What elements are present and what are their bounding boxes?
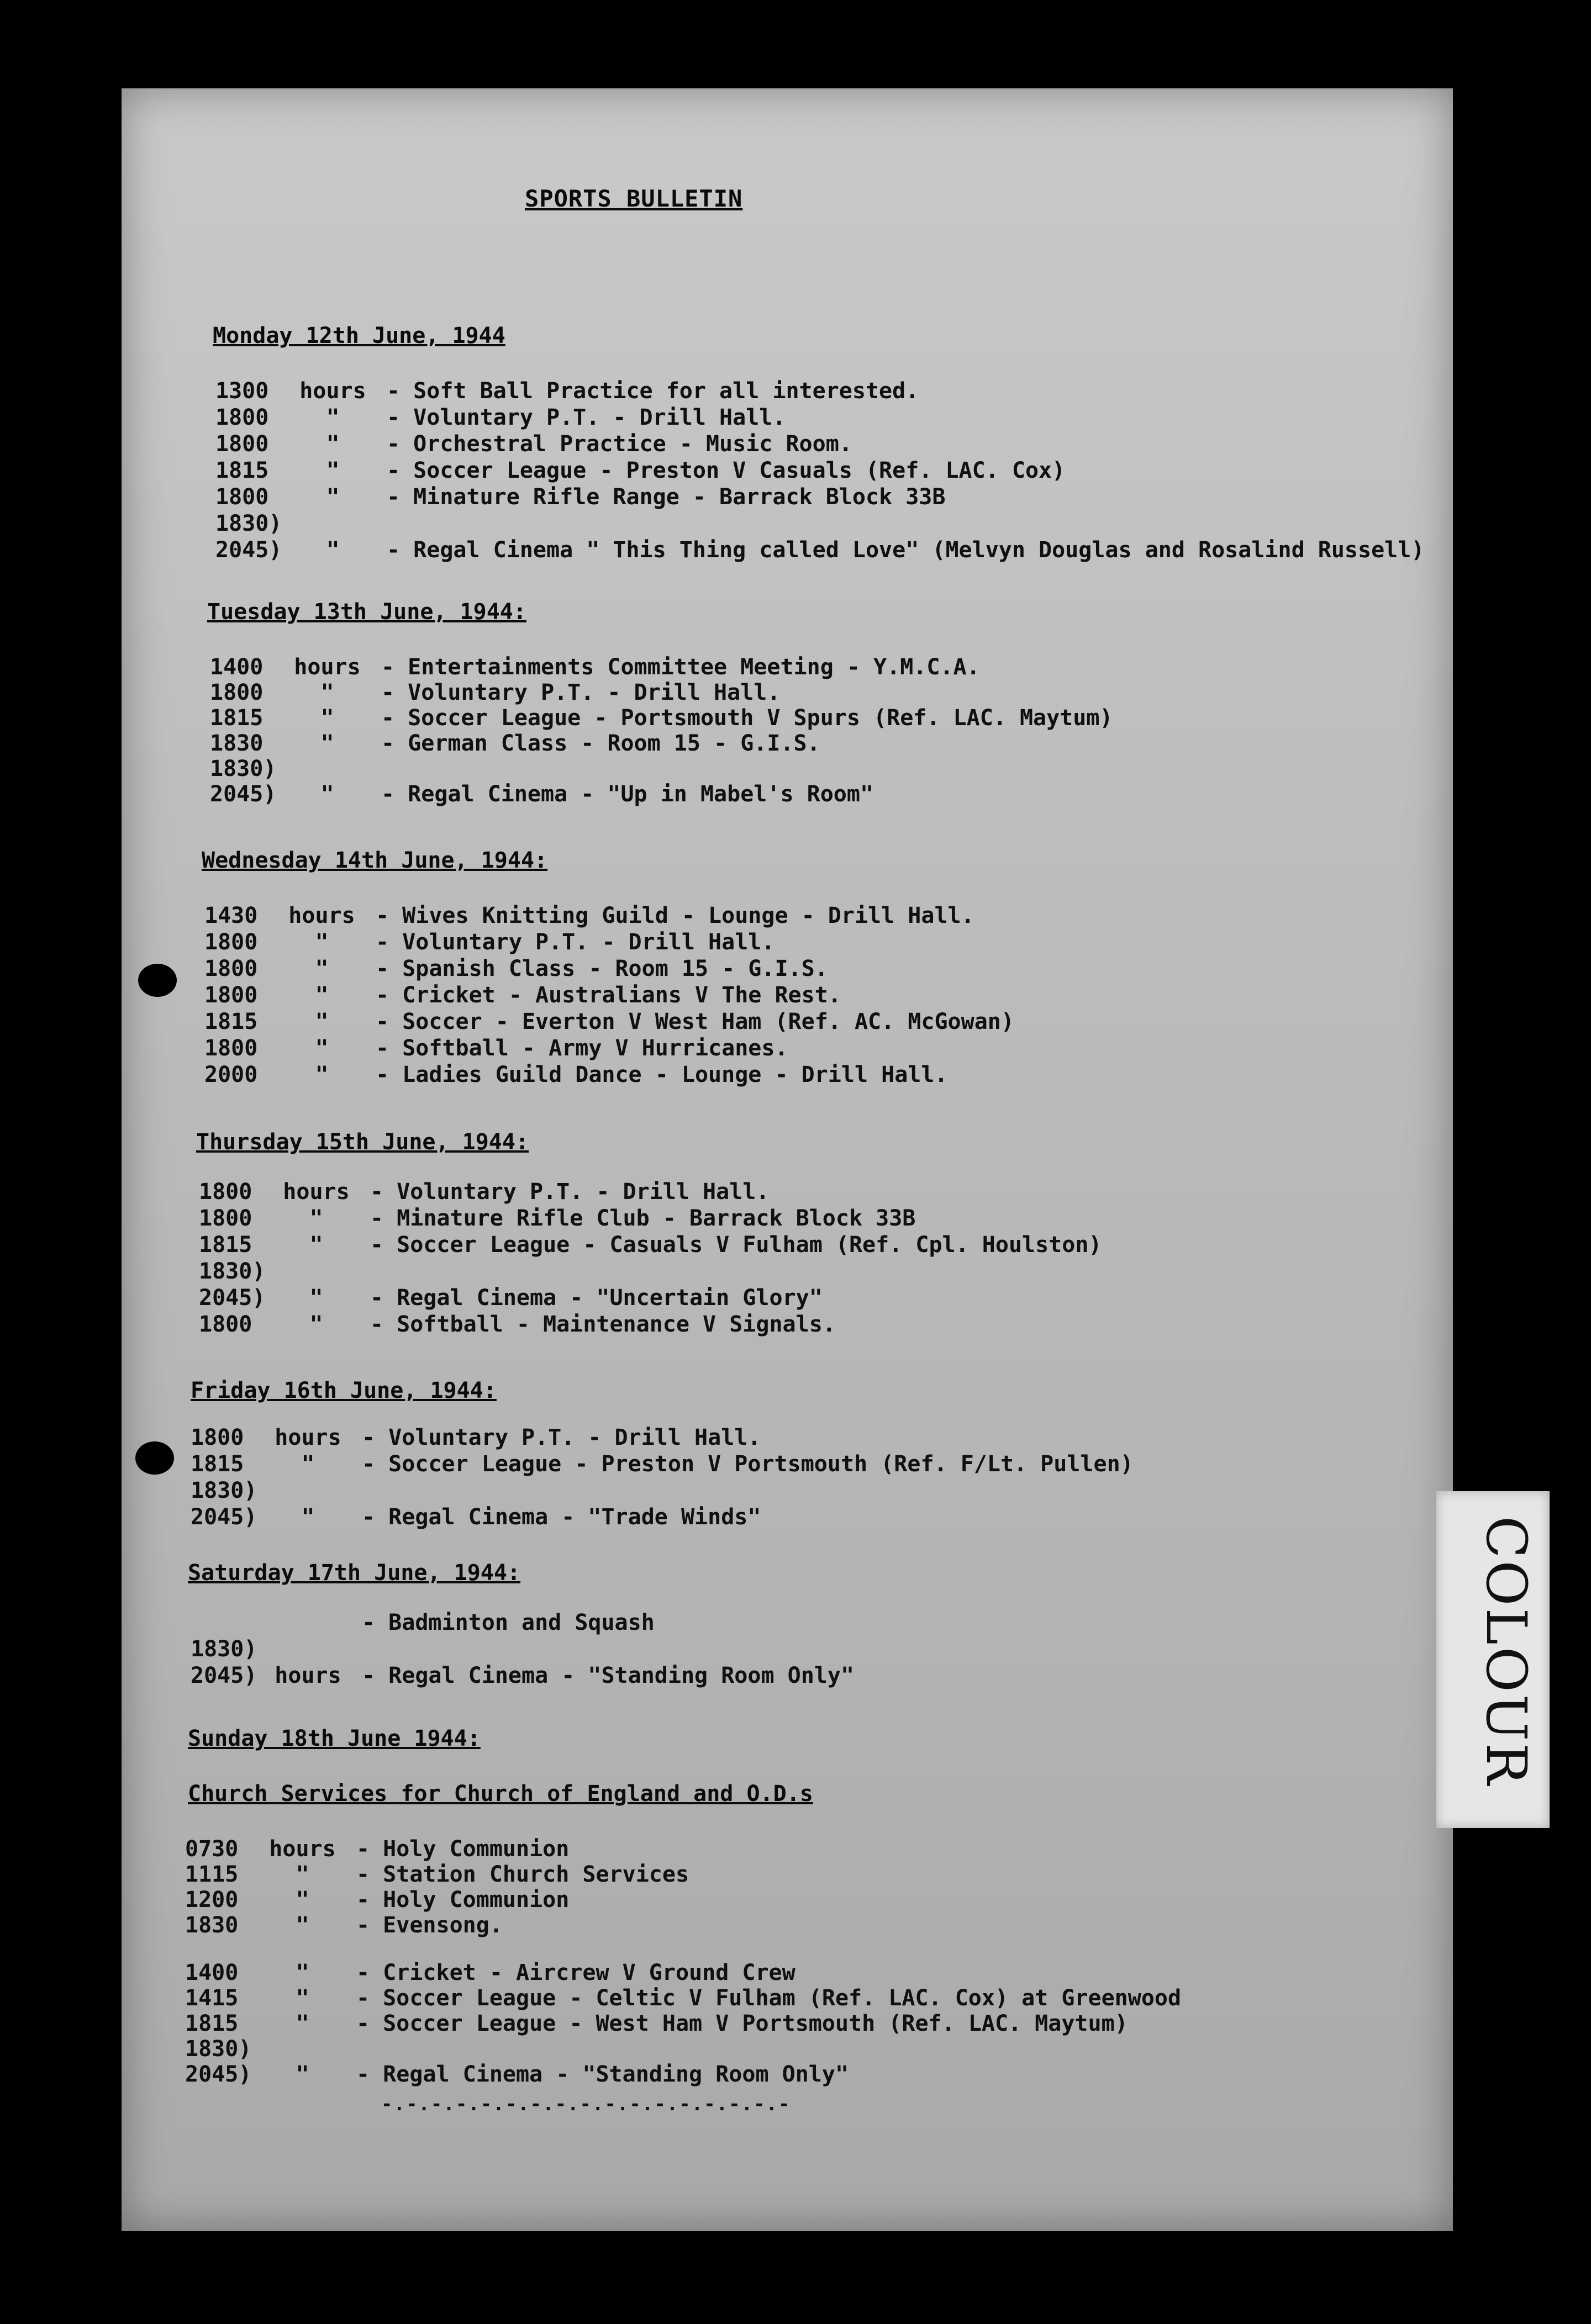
entry-description: - Regal Cinema - "Trade Winds" (362, 1504, 761, 1530)
entry-description: - Regal Cinema " This Thing called Love" (Melvyn Douglas and Rosalind Russell) (387, 537, 1425, 563)
entry-description: - Orchestral Practice - Music Room. (387, 431, 852, 457)
entry-unit: hours (294, 654, 361, 680)
schedule-entry (185, 2036, 356, 2064)
entry-unit: " (326, 537, 340, 563)
entry-time: 1800 (210, 680, 264, 705)
entry-unit: " (301, 1504, 315, 1530)
entry-time: 1830 (185, 1913, 239, 1938)
schedule-entry (199, 1259, 370, 1286)
punch-hole (138, 964, 177, 997)
entry-unit: hours (275, 1663, 341, 1688)
entry-time: 1815 (204, 1009, 258, 1034)
entry-unit: hours (275, 1425, 341, 1450)
entry-time: 1800 (199, 1312, 252, 1337)
entry-unit: hours (288, 903, 355, 928)
entry-description: - Soccer League - West Ham V Portsmouth (Ref. LAC. Maytum) (356, 2011, 1128, 2036)
schedule-entry (215, 458, 1065, 485)
schedule-entry (191, 1663, 854, 1691)
entry-time: 1815 (191, 1451, 244, 1477)
entry-time: 1800 (204, 1036, 258, 1061)
day-heading: Tuesday 13th June, 1944: (207, 599, 526, 625)
entry-time: 2045) (191, 1663, 257, 1688)
entry-time: 1830 (210, 731, 264, 756)
schedule-entry (215, 511, 387, 538)
entry-unit: " (296, 1862, 309, 1887)
entry-description: - Cricket - Australians V The Rest. (376, 983, 841, 1008)
schedule-entry (215, 484, 945, 512)
entry-unit: hours (283, 1179, 350, 1205)
schedule-entry (191, 1425, 761, 1452)
entry-description: - Voluntary P.T. - Drill Hall. (387, 405, 786, 430)
entry-description: - Regal Cinema - "Up in Mabel's Room" (381, 781, 874, 807)
schedule-entry (191, 1610, 655, 1638)
schedule-entry (199, 1206, 915, 1233)
entry-time: 1200 (185, 1887, 239, 1913)
entry-unit: " (326, 405, 340, 430)
entry-unit: " (315, 1062, 329, 1087)
entry-unit: " (296, 1913, 309, 1938)
entry-description: - Spanish Class - Room 15 - G.I.S. (376, 956, 828, 981)
entry-unit: " (315, 956, 329, 981)
schedule-entry (215, 431, 852, 459)
entry-time: 1800 (204, 983, 258, 1008)
entry-unit: " (296, 1985, 309, 2011)
entry-description: - Wives Knitting Guild - Lounge - Drill Hall. (376, 903, 974, 928)
entry-description: - Holy Communion (356, 1887, 570, 1913)
schedule-entry (199, 1179, 769, 1207)
entry-description: - Soccer League - Preston V Portsmouth (Ref. F/Lt. Pullen) (362, 1451, 1134, 1477)
entry-unit: " (320, 680, 334, 705)
entry-unit: hours (269, 1836, 336, 1862)
entry-unit: " (309, 1232, 323, 1258)
bulletin-title: SPORTS BULLETIN (525, 185, 743, 212)
schedule-entry (185, 2011, 1128, 2038)
entry-unit: " (296, 1960, 309, 1985)
entry-time: 1830) (199, 1259, 266, 1284)
entry-unit: " (326, 484, 340, 510)
day-heading: Saturday 17th June, 1944: (188, 1560, 521, 1586)
schedule-entry (191, 1504, 761, 1532)
schedule-entry (215, 378, 919, 406)
schedule-entry (204, 903, 974, 931)
day-heading: Friday 16th June, 1944: (191, 1378, 497, 1403)
entry-description: - Soccer League - Portsmouth V Spurs (Ref. LAC. Maytum) (381, 705, 1113, 731)
day-heading: Monday 12th June, 1944 (213, 323, 505, 348)
entry-description: - Voluntary P.T. - Drill Hall. (381, 680, 781, 705)
entry-time: 1300 (215, 378, 269, 404)
entry-description: - Voluntary P.T. - Drill Hall. (362, 1425, 761, 1450)
entry-time: 1800 (199, 1179, 252, 1205)
schedule-entry (204, 983, 841, 1010)
schedule-entry (199, 1232, 1102, 1260)
schedule-entry (210, 680, 780, 707)
entry-time: 1400 (210, 654, 264, 680)
entry-description: - Softball - Army V Hurricanes. (376, 1036, 788, 1061)
entry-time: 1800 (204, 956, 258, 981)
schedule-entry (191, 1451, 1134, 1479)
schedule-entry (185, 1913, 503, 1940)
entry-time: 1815 (185, 2011, 239, 2036)
entry-time: 1830) (185, 2036, 252, 2062)
entry-time: 2045) (191, 1504, 257, 1530)
schedule-entry (210, 731, 820, 758)
entry-time: 2045) (210, 781, 277, 807)
schedule-entry (215, 405, 786, 432)
entry-time: 2000 (204, 1062, 258, 1087)
entry-time: 1115 (185, 1862, 239, 1887)
entry-unit: " (296, 1887, 309, 1913)
schedule-entry (204, 1036, 788, 1063)
schedule-entry (185, 1836, 569, 1864)
schedule-entry (215, 537, 1424, 565)
entry-description: - Soft Ball Practice for all interested. (387, 378, 919, 404)
entry-time: 2045) (199, 1285, 266, 1311)
entry-description: - German Class - Room 15 - G.I.S. (381, 731, 820, 756)
schedule-entry (199, 1312, 836, 1339)
entry-time: 1415 (185, 1985, 239, 2011)
schedule-entry (185, 1887, 569, 1915)
entry-description: - Voluntary P.T. - Drill Hall. (370, 1179, 770, 1205)
entry-unit: " (320, 705, 334, 731)
entry-time: 1815 (215, 458, 269, 483)
entry-unit: " (320, 781, 334, 807)
day-heading: Church Services for Church of England and O.D.s (188, 1781, 813, 1807)
day-heading: Thursday 15th June, 1944: (196, 1129, 529, 1155)
schedule-entry (191, 1636, 362, 1664)
entry-unit: " (326, 458, 340, 483)
schedule-entry (210, 705, 1113, 733)
entry-description: - Softball - Maintenance V Signals. (370, 1312, 836, 1337)
day-heading: Sunday 18th June 1944: (188, 1726, 481, 1751)
schedule-entry (204, 929, 775, 957)
schedule-entry (199, 1285, 823, 1313)
entry-description: - Holy Communion (356, 1836, 570, 1862)
entry-description: - Entertainments Committee Meeting - Y.M.C.A. (381, 654, 980, 680)
entry-unit: " (315, 983, 329, 1008)
entry-unit: " (326, 431, 340, 457)
colour-tag-label: COLOUR (1474, 1516, 1539, 1787)
entry-time: 1800 (215, 484, 269, 510)
entry-description: - Soccer League - Casuals V Fulham (Ref. Cpl. Houlston) (370, 1232, 1102, 1258)
schedule-entry (210, 654, 980, 682)
entry-description: - Cricket - Aircrew V Ground Crew (356, 1960, 796, 1985)
entry-description: - Minature Rifle Club - Barrack Block 33B (370, 1206, 916, 1231)
entry-time: 2045) (215, 537, 282, 563)
entry-time: 1830) (210, 756, 277, 781)
schedule-entry (191, 1478, 362, 1506)
entry-description: - Badminton and Squash (362, 1610, 655, 1635)
entry-description: - Minature Rifle Range - Barrack Block 33B (387, 484, 946, 510)
punch-hole (135, 1441, 174, 1475)
entry-unit: " (309, 1206, 323, 1231)
entry-unit: " (301, 1451, 315, 1477)
entry-time: 1800 (191, 1425, 244, 1450)
entry-time: 1830) (191, 1478, 257, 1503)
schedule-entry (204, 1062, 948, 1090)
entry-time: 1800 (199, 1206, 252, 1231)
schedule-entry (185, 1862, 689, 1889)
entry-unit: " (296, 2062, 309, 2087)
day-heading: Wednesday 14th June, 1944: (202, 848, 548, 873)
entry-time: 1800 (204, 929, 258, 955)
entry-time: 0730 (185, 1836, 239, 1862)
entry-time: 1815 (210, 705, 264, 731)
entry-unit: " (315, 1036, 329, 1061)
entry-description: - Regal Cinema - "Uncertain Glory" (370, 1285, 823, 1311)
entry-description: - Soccer - Everton V West Ham (Ref. AC. McGowan) (376, 1009, 1014, 1034)
entry-unit: " (296, 2011, 309, 2036)
schedule-entry (210, 781, 873, 809)
entry-description: - Ladies Guild Dance - Lounge - Drill Hall. (376, 1062, 948, 1087)
entry-time: 1830) (191, 1636, 257, 1662)
entry-unit: hours (299, 378, 366, 404)
schedule-entry (185, 1960, 796, 1988)
entry-description: - Station Church Services (356, 1862, 689, 1887)
entry-description: - Soccer League - Preston V Casuals (Ref. LAC. Cox) (387, 458, 1066, 483)
schedule-entry (204, 1009, 1014, 1037)
entry-unit: " (320, 731, 334, 756)
entry-time: 1800 (215, 405, 269, 430)
entry-description: - Regal Cinema - "Standing Room Only" (362, 1663, 855, 1688)
entry-time: 1830) (215, 511, 282, 536)
entry-description: - Evensong. (356, 1913, 503, 1938)
entry-unit: " (309, 1285, 323, 1311)
entry-description: - Regal Cinema - "Standing Room Only" (356, 2062, 849, 2087)
schedule-entry (185, 1985, 1181, 2013)
entry-time: 1430 (204, 903, 258, 928)
entry-description: - Voluntary P.T. - Drill Hall. (376, 929, 775, 955)
schedule-entry (204, 956, 828, 984)
entry-description: - Soccer League - Celtic V Fulham (Ref. LAC. Cox) at Greenwood (356, 1985, 1182, 2011)
entry-time: 1800 (215, 431, 269, 457)
entry-unit: " (315, 929, 329, 955)
schedule-entry (185, 2062, 849, 2089)
entry-time: 1400 (185, 1960, 239, 1985)
entry-unit: " (309, 1312, 323, 1337)
entry-time: 2045) (185, 2062, 252, 2087)
footer-divider: -.-.-.-.-.-.-.-.-.-.-.-.-.-.-.-.- (381, 2093, 791, 2115)
entry-time: 1815 (199, 1232, 252, 1258)
schedule-entry (210, 756, 381, 784)
entry-unit: " (315, 1009, 329, 1034)
